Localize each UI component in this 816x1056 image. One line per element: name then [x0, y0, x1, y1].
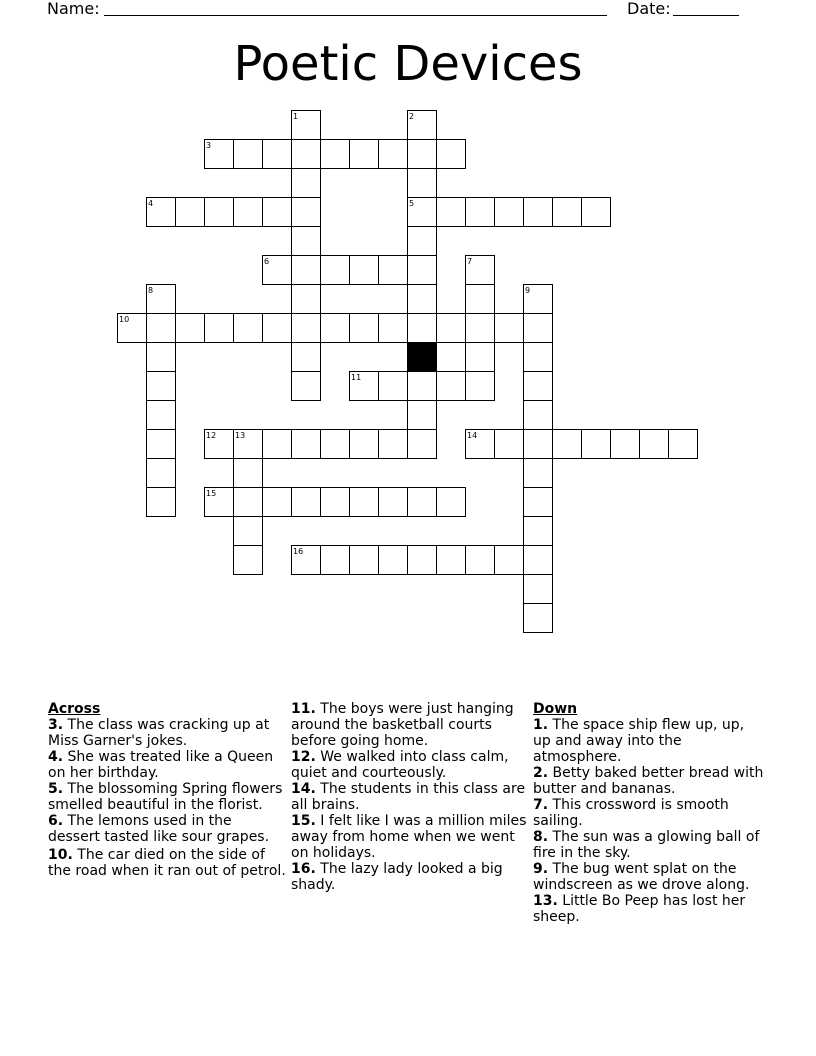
- clue-text: The sun was a glowing ball of fire in the sky.: [533, 829, 760, 861]
- grid-cell[interactable]: [146, 458, 176, 488]
- grid-cell[interactable]: [407, 313, 437, 343]
- grid-cell[interactable]: [523, 429, 553, 459]
- page-title: Poetic Devices: [233, 36, 583, 92]
- grid-cell[interactable]: [320, 255, 350, 285]
- grid-cell[interactable]: [523, 516, 553, 546]
- clue-number: 12.: [291, 749, 316, 765]
- clue-number: 9.: [533, 861, 549, 877]
- cell-number: 1: [293, 112, 299, 121]
- grid-cell[interactable]: [523, 400, 553, 430]
- down-clues-column: [533, 701, 765, 925]
- clue: [533, 765, 765, 797]
- cell-number: 14: [467, 431, 478, 440]
- grid-cell[interactable]: [262, 139, 292, 169]
- grid-cell[interactable]: [291, 110, 321, 140]
- grid-cell[interactable]: [291, 487, 321, 517]
- grid-cell[interactable]: [436, 313, 466, 343]
- name-label: Name:: [47, 0, 100, 18]
- grid-cell[interactable]: [175, 313, 205, 343]
- clue-number: 7.: [533, 797, 549, 813]
- grid-cell[interactable]: [233, 313, 263, 343]
- grid-cell[interactable]: [407, 197, 437, 227]
- clue: [291, 861, 529, 893]
- grid-cell[interactable]: [407, 226, 437, 256]
- grid-cell[interactable]: [349, 313, 379, 343]
- grid-cell[interactable]: [262, 313, 292, 343]
- grid-cell[interactable]: [465, 545, 495, 575]
- grid-cell[interactable]: [378, 255, 408, 285]
- grid-cell[interactable]: [146, 371, 176, 401]
- grid-cell[interactable]: [320, 139, 350, 169]
- clue-text: The space ship flew up, up, up and away into the atmosphere.: [533, 717, 745, 765]
- grid-cell[interactable]: [407, 284, 437, 314]
- grid-cell[interactable]: [233, 139, 263, 169]
- cell-number: 11: [351, 373, 362, 382]
- clue: [48, 847, 286, 879]
- grid-cell[interactable]: [146, 197, 176, 227]
- cell-number: 5: [409, 199, 415, 208]
- clue-number: 15.: [291, 813, 316, 829]
- grid-cell[interactable]: [233, 516, 263, 546]
- grid-cell[interactable]: [465, 255, 495, 285]
- clue-number: 11.: [291, 701, 316, 717]
- grid-cell[interactable]: [291, 545, 321, 575]
- grid-cell[interactable]: [204, 487, 234, 517]
- clue-text: I felt like I was a million miles away from home when we went on holidays.: [291, 813, 527, 861]
- grid-cell[interactable]: [523, 574, 553, 604]
- cell-number: 10: [119, 315, 130, 324]
- grid-cell[interactable]: [378, 545, 408, 575]
- grid-cell[interactable]: [610, 429, 640, 459]
- grid-cell[interactable]: [465, 313, 495, 343]
- grid-cell[interactable]: [146, 284, 176, 314]
- clue-number: 6.: [48, 813, 64, 829]
- grid-cell[interactable]: [262, 197, 292, 227]
- grid-cell[interactable]: [291, 168, 321, 198]
- grid-cell[interactable]: [465, 429, 495, 459]
- clue-number: 8.: [533, 829, 549, 845]
- grid-cell[interactable]: [523, 284, 553, 314]
- grid-cell[interactable]: [262, 255, 292, 285]
- grid-cell[interactable]: [523, 603, 553, 633]
- cell-number: 13: [235, 431, 246, 440]
- clue-number: 4.: [48, 749, 64, 765]
- grid-cell[interactable]: [117, 313, 147, 343]
- clue: [291, 749, 529, 781]
- black-cell: [407, 342, 437, 372]
- clue-number: 16.: [291, 861, 316, 877]
- grid-cell[interactable]: [291, 255, 321, 285]
- clue: [533, 861, 765, 893]
- clue: [291, 701, 529, 749]
- clue-text: The car died on the side of the road when it ran out of petrol.: [48, 847, 286, 879]
- grid-cell[interactable]: [407, 487, 437, 517]
- grid-cell[interactable]: [407, 429, 437, 459]
- clue-text: This crossword is smooth sailing.: [533, 797, 729, 829]
- grid-cell[interactable]: [465, 342, 495, 372]
- grid-cell[interactable]: [436, 487, 466, 517]
- grid-cell[interactable]: [291, 342, 321, 372]
- grid-cell[interactable]: [146, 313, 176, 343]
- across-heading: Across: [48, 701, 101, 717]
- across-clues-column-2: [291, 701, 529, 893]
- cell-number: 15: [206, 489, 217, 498]
- cell-number: 4: [148, 199, 154, 208]
- grid-cell[interactable]: [407, 168, 437, 198]
- grid-cell[interactable]: [552, 429, 582, 459]
- grid-cell[interactable]: [320, 545, 350, 575]
- grid-cell[interactable]: [552, 197, 582, 227]
- clue: [533, 893, 765, 925]
- clue-text: The blossoming Spring flowers smelled beautiful in the florist.: [48, 781, 283, 813]
- grid-cell[interactable]: [204, 313, 234, 343]
- grid-cell[interactable]: [407, 110, 437, 140]
- grid-cell[interactable]: [523, 545, 553, 575]
- cell-number: 9: [525, 286, 531, 295]
- grid-cell[interactable]: [378, 429, 408, 459]
- grid-cell[interactable]: [523, 313, 553, 343]
- grid-cell[interactable]: [146, 400, 176, 430]
- down-heading: Down: [533, 701, 578, 717]
- grid-cell[interactable]: [320, 487, 350, 517]
- grid-cell[interactable]: [204, 429, 234, 459]
- grid-cell[interactable]: [494, 429, 524, 459]
- grid-cell[interactable]: [233, 545, 263, 575]
- grid-cell[interactable]: [320, 429, 350, 459]
- grid-cell[interactable]: [291, 284, 321, 314]
- grid-cell[interactable]: [639, 429, 669, 459]
- clue: [48, 717, 286, 749]
- grid-cell[interactable]: [349, 429, 379, 459]
- cell-number: 3: [206, 141, 212, 150]
- clue: [48, 813, 286, 845]
- grid-cell[interactable]: [349, 371, 379, 401]
- grid-cell[interactable]: [494, 313, 524, 343]
- cell-number: 6: [264, 257, 270, 266]
- clue-number: 14.: [291, 781, 316, 797]
- grid-cell[interactable]: [291, 226, 321, 256]
- grid-cell[interactable]: [494, 545, 524, 575]
- grid-cell[interactable]: [291, 197, 321, 227]
- grid-cell[interactable]: [436, 371, 466, 401]
- grid-cell[interactable]: [262, 487, 292, 517]
- grid-cell[interactable]: [407, 545, 437, 575]
- grid-cell[interactable]: [146, 342, 176, 372]
- grid-cell[interactable]: [494, 197, 524, 227]
- grid-cell[interactable]: [349, 255, 379, 285]
- cell-number: 16: [293, 547, 304, 556]
- clue-number: 5.: [48, 781, 64, 797]
- grid-cell[interactable]: [407, 371, 437, 401]
- clue-text: The boys were just hanging around the basketball courts before going home.: [291, 701, 514, 749]
- grid-cell[interactable]: [407, 139, 437, 169]
- grid-cell[interactable]: [291, 429, 321, 459]
- grid-cell[interactable]: [581, 429, 611, 459]
- grid-cell[interactable]: [175, 197, 205, 227]
- clue: [533, 797, 765, 829]
- grid-cell[interactable]: [204, 197, 234, 227]
- clue-text: The lazy lady looked a big shady.: [291, 861, 503, 893]
- grid-cell[interactable]: [378, 313, 408, 343]
- cell-number: 7: [467, 257, 473, 266]
- grid-cell[interactable]: [407, 400, 437, 430]
- clue-text: The bug went splat on the windscreen as we drove along.: [533, 861, 750, 893]
- grid-cell[interactable]: [523, 371, 553, 401]
- clue-text: Betty baked better bread with butter and bananas.: [533, 765, 764, 797]
- grid-cell[interactable]: [523, 458, 553, 488]
- grid-cell[interactable]: [320, 313, 350, 343]
- across-clues-column: [48, 701, 286, 879]
- grid-cell[interactable]: [146, 487, 176, 517]
- grid-cell[interactable]: [233, 197, 263, 227]
- clue: [48, 781, 286, 813]
- clue-number: 13.: [533, 893, 558, 909]
- clue: [291, 781, 529, 813]
- clue-text: The class was cracking up at Miss Garner's jokes.: [48, 717, 270, 749]
- clue: [291, 813, 529, 861]
- grid-cell[interactable]: [581, 197, 611, 227]
- grid-cell[interactable]: [465, 371, 495, 401]
- grid-cell[interactable]: [378, 371, 408, 401]
- grid-cell[interactable]: [465, 284, 495, 314]
- clue: [533, 829, 765, 861]
- cell-number: 2: [409, 112, 415, 121]
- clue-number: 2.: [533, 765, 549, 781]
- grid-cell[interactable]: [204, 139, 234, 169]
- date-label: Date:: [627, 0, 671, 18]
- grid-cell[interactable]: [523, 487, 553, 517]
- grid-cell[interactable]: [262, 429, 292, 459]
- clue-text: Little Bo Peep has lost her sheep.: [533, 893, 746, 925]
- clue-number: 1.: [533, 717, 549, 733]
- clue: [48, 749, 286, 781]
- grid-cell[interactable]: [233, 458, 263, 488]
- clue-text: She was treated like a Queen on her birthday.: [48, 749, 274, 781]
- grid-cell[interactable]: [465, 197, 495, 227]
- clue-number: 3.: [48, 717, 64, 733]
- grid-cell[interactable]: [291, 371, 321, 401]
- grid-cell[interactable]: [349, 487, 379, 517]
- grid-cell[interactable]: [349, 545, 379, 575]
- grid-cell[interactable]: [436, 139, 466, 169]
- clue: [533, 717, 765, 765]
- clue-text: The lemons used in the dessert tasted like sour grapes.: [48, 813, 270, 845]
- clue-text: The students in this class are all brains.: [291, 781, 526, 813]
- clue-number: 10.: [48, 847, 73, 863]
- grid-cell[interactable]: [146, 429, 176, 459]
- grid-cell[interactable]: [378, 139, 408, 169]
- clue-text: We walked into class calm, quiet and courteously.: [291, 749, 509, 781]
- grid-cell[interactable]: [668, 429, 698, 459]
- cell-number: 12: [206, 431, 217, 440]
- grid-cell[interactable]: [436, 197, 466, 227]
- cell-number: 8: [148, 286, 154, 295]
- grid-cell[interactable]: [407, 255, 437, 285]
- grid-cell[interactable]: [233, 429, 263, 459]
- grid-cell[interactable]: [291, 139, 321, 169]
- grid-cell[interactable]: [523, 342, 553, 372]
- grid-cell[interactable]: [349, 139, 379, 169]
- grid-cell[interactable]: [523, 197, 553, 227]
- grid-cell[interactable]: [233, 487, 263, 517]
- grid-cell[interactable]: [291, 313, 321, 343]
- grid-cell[interactable]: [436, 545, 466, 575]
- grid-cell[interactable]: [378, 487, 408, 517]
